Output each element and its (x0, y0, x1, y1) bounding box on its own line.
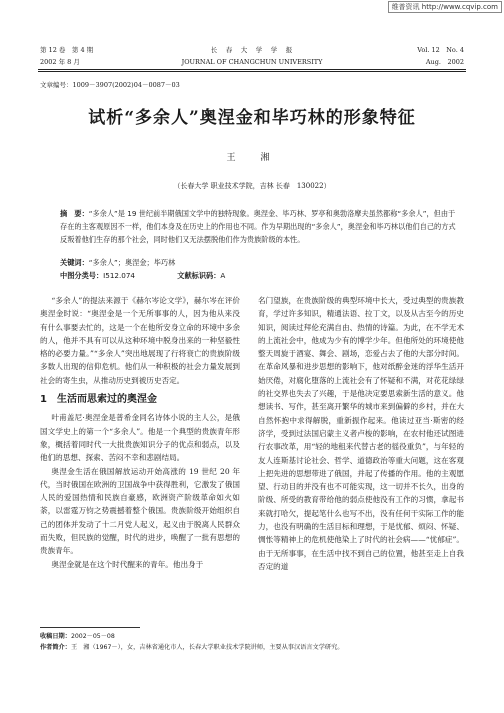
volume-en: Vol. 12 No. 4 (417, 46, 464, 54)
intro-paragraph: “多余人”的提法来源于《赫尔岑论文学》，赫尔岑在评价奥涅金时说：“奥涅金是一个无所事事的人，因为他从来没有什么事要去忙的，这是一个在他所安身立命的环境中多余的人，他并不具有可以从这种环境中脱身出来的一种坚毅性格的必要力量。”“多余人”突出地展现了行将衰亡的贵族阶级多数人出现的信仰危机。他们从一种积极的社会力量发展到社会的寄生虫，从推动历史到被历史否定。 (40, 296, 240, 385)
abstract-text: “多余人”是 19 世纪前半期俄国文学中的独特现象。奥涅金、毕巧林、罗亭和奥勃洛摩夫虽然都称“多余人”，但由于存在的主客观原因不一样，他们本身及在历史上的作用也不同。作为早期出现的“多余人”，奥涅金和毕巧林以他们自己的方式反叛着他们生存的那个社会，同时他们又无法摆脱他们作为贵族阶级的本性。 (60, 209, 456, 244)
received-label: 收稿日期： (40, 633, 71, 640)
body-paragraph: 名门望族，在贵族阶级的典型环境中长大，受过典型的贵族教育，学过许多知识，精通法语、拉丁文，以及从古至今的历史知识，阅读过拜伦充满自由、热情的诗篇。为此，在不学无术的上流社会中，他成为少有的博学少年。但他所处的环境使他整天周旋于酒宴、舞会、剧场，恋爱占去了他的大部分时间。在革命风暴和进步思想的影响下，他对纸醉金迷的浮华生活开始厌倦，对腐化堕落的上流社会有了怀疑和不满，对花花绿绿的社交界也失去了兴趣，于是他决定要思索新生活的意义。他想读书、写作，甚至离开繁华的城市来到偏僻的乡村，并在大自然怀抱中求得解脱，重新振作起来。他读过亚当·斯密的经济学，受到过法国启蒙主义者卢梭的影响，在农村他还试图进行农事改革，用“轻的地租来代替古老的徭役重负”，与年轻的友人连斯基讨论社会、哲学、道德政治等重大问题，这在客观上把先进的思想带进了俄国，并起了传播的作用。他的主观愿望、行动目的并没有也不可能实现，这一切并不长久，出身的阶级、所受的教育带给他的弱点使他没有工作的习惯，拿起书来就打哈欠，提起笔什么也写不出，没有任何干实际工作的能力，也没有明确的生活目标和理想，于是忧郁、烦闷、怀疑、惆怅等精神上的危机使他染上了时代的社会病——“忧郁症”。由于无所事事，在生活中找不到自己的位置，他甚至走上自我否定的道 (258, 296, 464, 571)
classification-value: I512.074 (103, 271, 135, 280)
header-rule-thin (38, 71, 466, 72)
classification-label: 中图分类号： (60, 271, 104, 280)
classification (60, 271, 225, 281)
watermark-label: 维普资讯 http://www.cqvip.com (388, 1, 502, 13)
body-paragraph: 叶甫盖尼·奥涅金是普希金同名诗体小说的主人公，是俄国文学史上的第一个“多余人”。他是一个典型的贵族青年形象，概括着同时代一大批贵族知识分子的优点和弱点，以及他们的思想、探索、苦闷不幸和悲剧结局。 (40, 413, 240, 463)
section-number: 1 (40, 394, 47, 406)
journal-cn: 长 春 大 学 学 报 (210, 46, 294, 54)
received-date (40, 632, 464, 642)
abstract-label: 摘 要： (60, 209, 89, 218)
body-column-right (258, 294, 464, 573)
article-number: 文章编号：1009－3907(2002)04－0087－03 (40, 81, 180, 89)
keywords (60, 258, 175, 268)
date-en: Aug. 2002 (425, 58, 464, 66)
journal-en: JOURNAL OF CHANGCHUN UNIVERSITY (181, 58, 323, 66)
date-cn: 2002 年 8 月 (40, 58, 80, 66)
body-paragraph: 奥涅金生活在俄国解放运动开始高涨的 19 世纪 20 年代，当时俄国在欧洲的卫国战争中获得胜利，它激发了俄国人民的爱国热情和民族自豪感，欧洲资产阶级革命如火如荼，以雷霆万钧之势震撼着整个俄国。贵族阶级开始组织自己的团体并发动了十二月党人起义，起义由于脱离人民群众而失败，但民族的觉醒，时代的进步，唤醒了一批有思想的贵族青年。 (40, 466, 240, 556)
author-bio-text: 王 湘（1967－），女，吉林省通化市人，长春大学职业技术学院讲师，主要从事汉语言文学研究。 (70, 644, 344, 651)
header-rule (38, 69, 466, 70)
author-bio (40, 643, 464, 653)
section-title: 生活而思索过的奥涅金 (56, 394, 157, 406)
volume-cn: 第 12 卷 第 4 期 (40, 46, 94, 54)
body-paragraph: 奥涅金就是在这个时代醒来的青年。他出身于 (51, 559, 204, 569)
author-affiliation: （长春大学 职业技术学院，吉林 长春 130022） (173, 182, 331, 190)
doc-code-value: A (220, 271, 226, 280)
abstract (60, 207, 456, 246)
footnote-rule (40, 627, 140, 628)
page-title: 试析“多余人”奥涅金和毕巧林的形象特征 (88, 108, 416, 128)
doc-code-label: 文献标识码： (177, 271, 221, 280)
author-bio-label: 作者简介： (40, 644, 71, 651)
received-value: 2002－05－08 (70, 633, 115, 640)
author-name: 王 湘 (226, 153, 278, 163)
section-heading (40, 393, 240, 406)
keywords-label: 关键词： (60, 258, 89, 267)
body-column-left (40, 294, 240, 571)
keywords-text: “多余人”；奥涅金；毕巧林 (88, 258, 176, 267)
